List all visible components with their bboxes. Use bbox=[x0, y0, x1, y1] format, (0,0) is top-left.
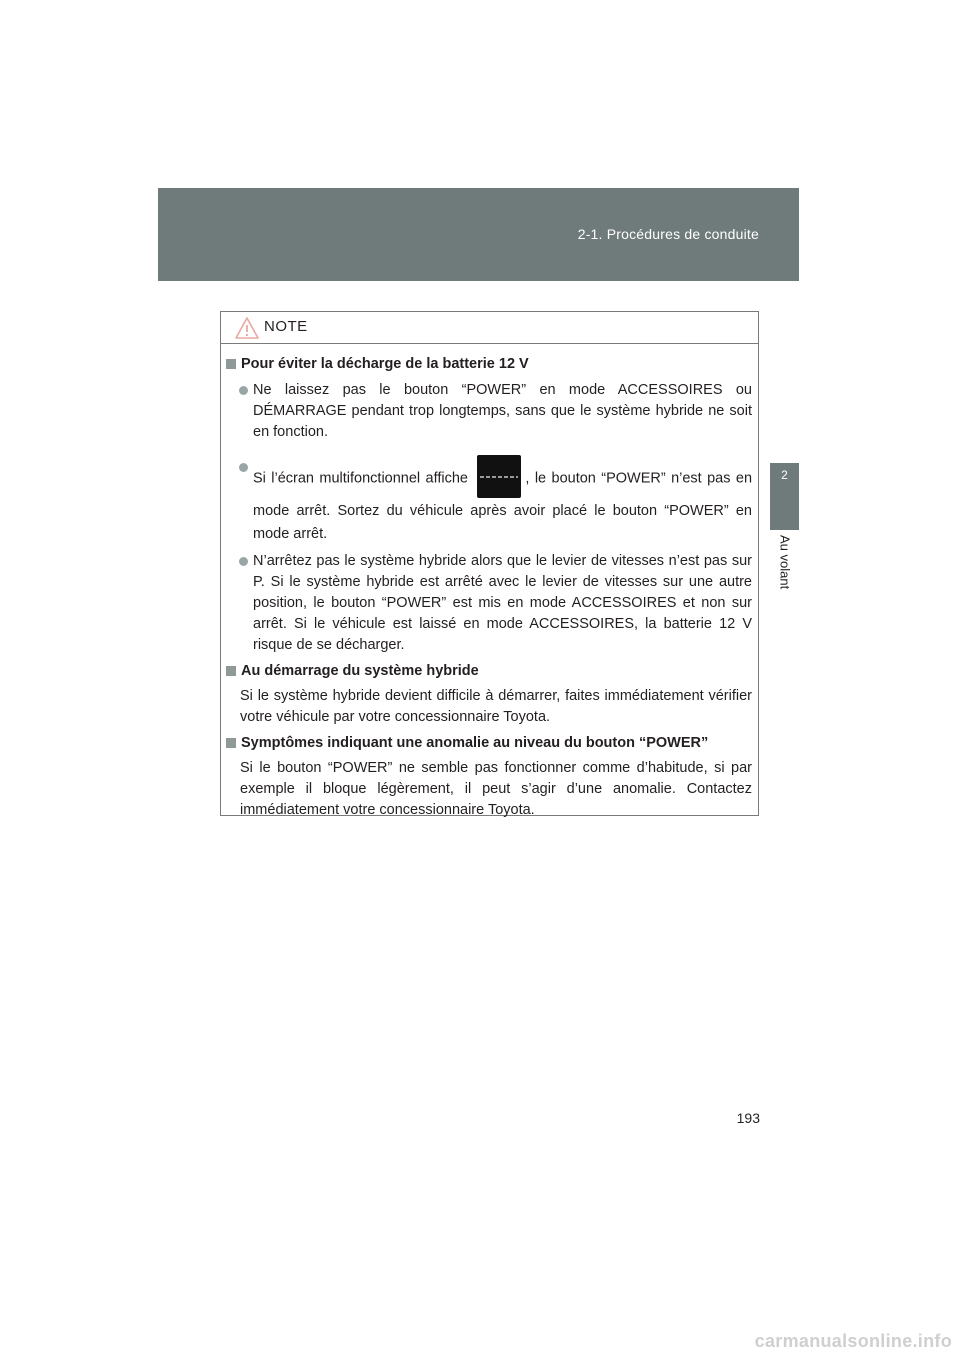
chapter-tab bbox=[770, 463, 799, 530]
header-band bbox=[158, 188, 799, 281]
note-title: NOTE bbox=[264, 318, 308, 335]
circle-bullet-icon bbox=[239, 386, 248, 395]
watermark: carmanualsonline.info bbox=[754, 1331, 952, 1351]
list-item: Si l’écran multifonctionnel affiche , le bouton “POWER” n’est pas en mode arrêt. Sortez du véhicule après avoir placé le bouton “POWER” en mode arrêt. bbox=[226, 457, 752, 546]
list-item: Ne laissez pas le bouton “POWER” en mode ACCESSOIRES ou DÉMARRAGE pendant trop longtemps, sans que le système hybride ne soit en fonction. bbox=[226, 380, 752, 443]
chapter-label-wrap bbox=[771, 535, 799, 605]
section-heading: Au démarrage du système hybride bbox=[226, 661, 752, 682]
multi-display-image bbox=[477, 455, 521, 498]
circle-bullet-icon bbox=[239, 463, 248, 472]
section-heading: Pour éviter la décharge de la batterie 12 V bbox=[226, 354, 752, 375]
circle-bullet-icon bbox=[239, 557, 248, 566]
page-number: 193 bbox=[736, 1110, 760, 1126]
list-item: N’arrêtez pas le système hybride alors que le levier de vitesses n’est pas sur P. Si le système hybride est arrêté avec le levier de vitesses sur une autre position, le bouton “POWER” est mis en mode ACCESSOIRES et non sur arrêt. Si le véhicule est laissé en mode ACCESSOIRES, la batterie 12 V risque de se décharger. bbox=[226, 551, 752, 656]
square-bullet-icon bbox=[226, 359, 236, 369]
note-header bbox=[221, 312, 758, 344]
note-body bbox=[221, 344, 758, 821]
square-bullet-icon bbox=[226, 666, 236, 676]
section-title: 2-1. Procédures de conduite bbox=[577, 226, 759, 242]
chapter-number: 2 bbox=[781, 468, 788, 482]
warning-triangle-icon bbox=[234, 316, 260, 340]
square-bullet-icon bbox=[226, 738, 236, 748]
note-box bbox=[220, 311, 759, 816]
paragraph: Si le bouton “POWER” ne semble pas fonctionner comme d’habitude, si par exemple il bloque légèrement, il peut s’agir d’une anomalie. Contactez immédiatement votre concessionnaire Toyota. bbox=[240, 760, 752, 818]
paragraph: Si le système hybride devient difficile à démarrer, faites immédiatement vérifier votre véhicule par votre concessionnaire Toyota. bbox=[240, 688, 752, 725]
chapter-label: Au volant bbox=[777, 535, 793, 590]
section-heading: Symptômes indiquant une anomalie au niveau du bouton “POWER” bbox=[226, 733, 752, 754]
